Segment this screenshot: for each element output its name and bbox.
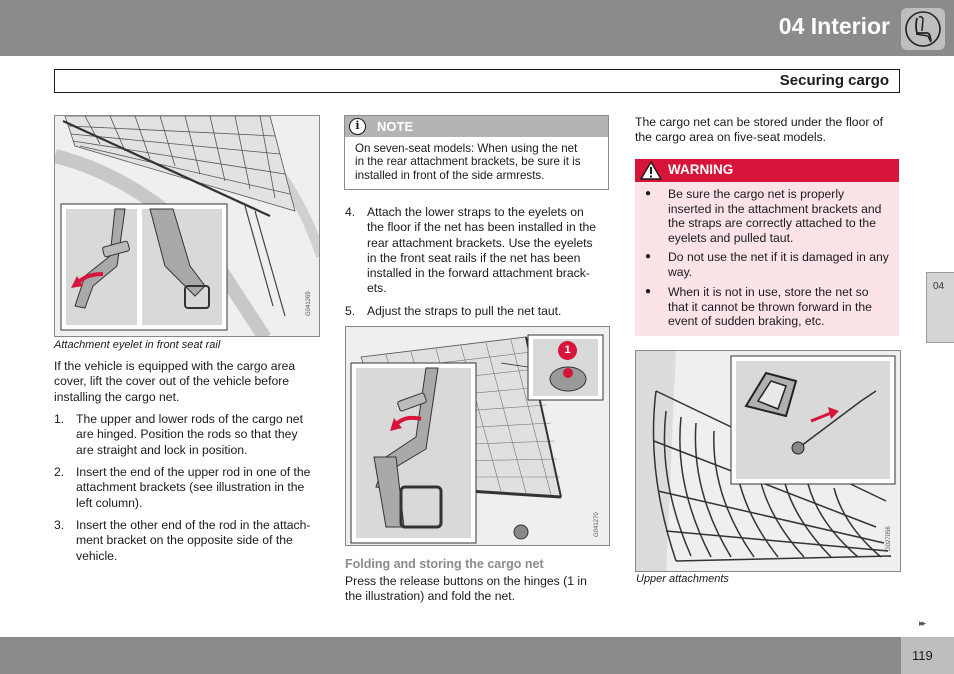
warning-header — [635, 159, 899, 182]
step-5 — [345, 304, 610, 322]
figure-caption: Upper attachments — [636, 573, 729, 585]
warning-triangle-icon — [640, 161, 662, 180]
note-box — [344, 115, 609, 190]
folding-paragraph: Press the release buttons on the hinges (1 in the illustration) and fold the net. — [345, 574, 587, 604]
storage-paragraph: The cargo net can be stored under the floor of the cargo area on five-seat models. — [635, 115, 883, 145]
figure-folding-net — [345, 326, 610, 546]
warning-bullet — [645, 250, 899, 280]
chapter-side-tab[interactable] — [926, 272, 954, 343]
figure-upper-attachments — [635, 350, 901, 572]
bullet-dot: ● — [645, 286, 652, 297]
figure-code: G041270 — [594, 512, 600, 537]
bullet-dot: ● — [645, 188, 652, 199]
step-3 — [54, 518, 320, 568]
step-text: Insert the end of the upper rod in one of the attachment brackets (see illustration in the left column). — [76, 465, 311, 510]
warning-label: WARNING — [668, 162, 734, 177]
figure-attachment-eyelet — [54, 115, 320, 337]
bullet-text: Be sure the cargo net is properly inserted in the attachment brackets and the straps are correctly attached to the eyelets and pulled taut. — [668, 187, 882, 246]
step-4 — [345, 205, 610, 300]
side-tab-label: 04 — [933, 281, 945, 292]
figure-caption: Attachment eyelet in front seat rail — [54, 339, 221, 351]
callout-badge: 1 — [558, 341, 577, 360]
chapter-title: 04 Interior — [778, 13, 890, 39]
step-number: 5. — [345, 304, 356, 318]
bullet-dot: ● — [645, 251, 652, 262]
warning-bullet — [645, 187, 899, 247]
step-2 — [54, 465, 320, 515]
intro-paragraph: If the vehicle is equipped with the cargo area cover, lift the cover out of the vehicle before installing the cargo net. — [54, 359, 296, 404]
page-number: 119 — [912, 648, 933, 663]
figure-code: G027056 — [886, 526, 892, 551]
step-number: 1. — [54, 412, 65, 426]
section-title: Securing cargo — [779, 72, 889, 89]
section-header — [54, 69, 900, 93]
warning-bullet — [645, 285, 899, 330]
note-header — [345, 116, 608, 137]
warning-box — [635, 159, 899, 336]
step-text: The upper and lower rods of the cargo net are hinged. Position the rods so that they are straight and lock in position. — [76, 412, 303, 457]
figure-code: G041269 — [306, 291, 312, 316]
step-text: Adjust the straps to pull the net taut. — [367, 304, 562, 318]
next-page-icon[interactable]: ▸▸ — [919, 618, 925, 628]
bullet-text: When it is not in use, store the net so that it cannot be thrown forward in the event of sudden braking, etc. — [668, 285, 872, 329]
note-label: NOTE — [377, 119, 414, 134]
info-icon: i — [349, 118, 366, 135]
step-text: Insert the other end of the rod in the attach- ment bracket on the opposite side of the vehicle. — [76, 518, 311, 563]
subheading-folding: Folding and storing the cargo net — [345, 557, 544, 571]
seat-icon — [901, 8, 945, 50]
step-number: 4. — [345, 205, 356, 219]
step-number: 2. — [54, 465, 65, 479]
bullet-text: Do not use the net if it is damaged in any way. — [668, 250, 889, 279]
step-number: 3. — [54, 518, 65, 532]
step-text: Attach the lower straps to the eyelets on the floor if the net has been installed in the rear attachment brackets. Use the eyelets in the front seat rails if the net has been installed in the forward attachment brack- ets. — [367, 205, 597, 296]
step-1 — [54, 412, 320, 462]
footer-bar — [0, 637, 954, 674]
note-text: On seven-seat models: When using the net in the rear attachment brackets, be sure it is installed in front of the side armrests. — [355, 142, 581, 182]
